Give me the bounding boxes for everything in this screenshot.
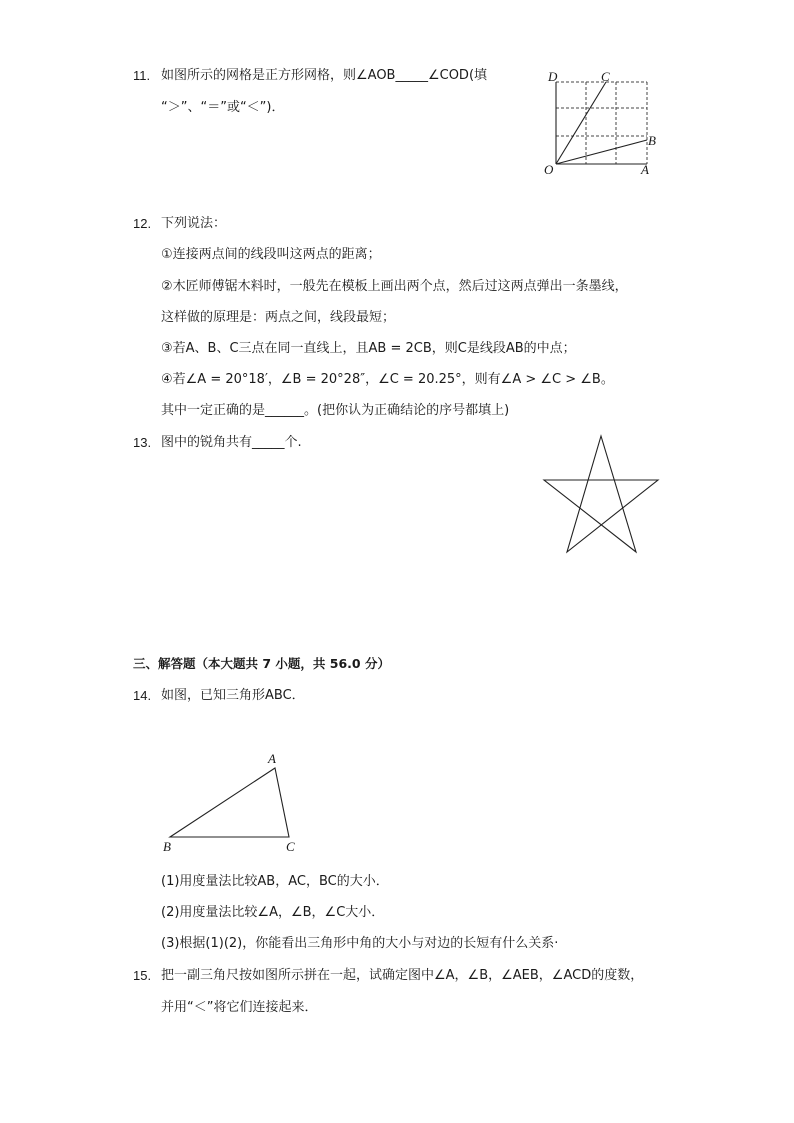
q15-text-line1: 把一副三角尺按如图所示拼在一起，试确定图中∠A，∠B，∠AEB，∠ACD的度数， <box>161 968 644 983</box>
q13-text: 图中的锐角共有_____个. <box>161 435 302 450</box>
q14-label-c: C <box>286 839 295 854</box>
section-3-title: 三、解答题（本大题共 7 小题，共 56.0 分） <box>133 656 390 671</box>
q11-label-d: D <box>548 69 558 84</box>
q15-number: 15. <box>133 968 152 983</box>
q12-item-1: ①连接两点间的线段叫这两点的距离； <box>161 247 381 262</box>
q13-star-shape <box>544 436 658 552</box>
q14-part-1: (1)用度量法比较AB，AC，BC的大小． <box>161 874 389 889</box>
q11-text-line2: “＞”、“＝”或“＜”)． <box>161 100 285 115</box>
q11-label-o: O <box>544 162 554 177</box>
q14-number: 14. <box>133 688 152 703</box>
q11-label-a: A <box>641 162 649 177</box>
q11-grid-figure <box>540 68 660 178</box>
q15-text-line2: 并用“＜”将它们连接起来． <box>161 1000 318 1015</box>
q12-stem: 下列说法： <box>161 216 227 231</box>
q11-text-line1: 如图所示的网格是正方形网格，则∠AOB_____∠COD(填 <box>161 68 488 83</box>
q12-number: 12. <box>133 216 152 231</box>
q14-triangle-figure <box>158 748 308 858</box>
q11-number: 11. <box>133 68 151 83</box>
q11-ray-oc <box>556 82 606 164</box>
q14-stem: 如图，已知三角形ABC． <box>161 688 305 703</box>
q14-part-2: (2)用度量法比较∠A，∠B，∠C大小． <box>161 905 385 920</box>
q14-part-3: (3)根据(1)(2)，你能看出三角形中角的大小与对边的长短有什么关系· <box>161 936 559 951</box>
q11-label-c: C <box>601 69 610 84</box>
q13-number: 13. <box>133 435 152 450</box>
q12-answer-prompt: 其中一定正确的是______。(把你认为正确结论的序号都填上) <box>161 403 510 418</box>
q11-ray-ob <box>556 140 647 164</box>
q14-label-b: B <box>163 839 171 854</box>
q14-label-a: A <box>268 751 276 766</box>
q12-item-2-cont: 这样做的原理是：两点之间，线段最短； <box>161 310 396 325</box>
q12-item-4: ④若∠A = 20°18′，∠B = 20°28″，∠C = 20.25°，则有∠A > ∠C > ∠B。 <box>161 372 614 387</box>
q12-item-2: ②木匠师傅锯木料时，一般先在模板上画出两个点，然后过这两点弹出一条墨线， <box>161 279 628 294</box>
q11-label-b: B <box>648 133 656 148</box>
q14-triangle-abc <box>170 768 289 837</box>
q13-star-figure <box>540 432 662 556</box>
q12-item-3: ③若A、B、C三点在同一直线上，且AB = 2CB，则C是线段AB的中点； <box>161 341 576 356</box>
